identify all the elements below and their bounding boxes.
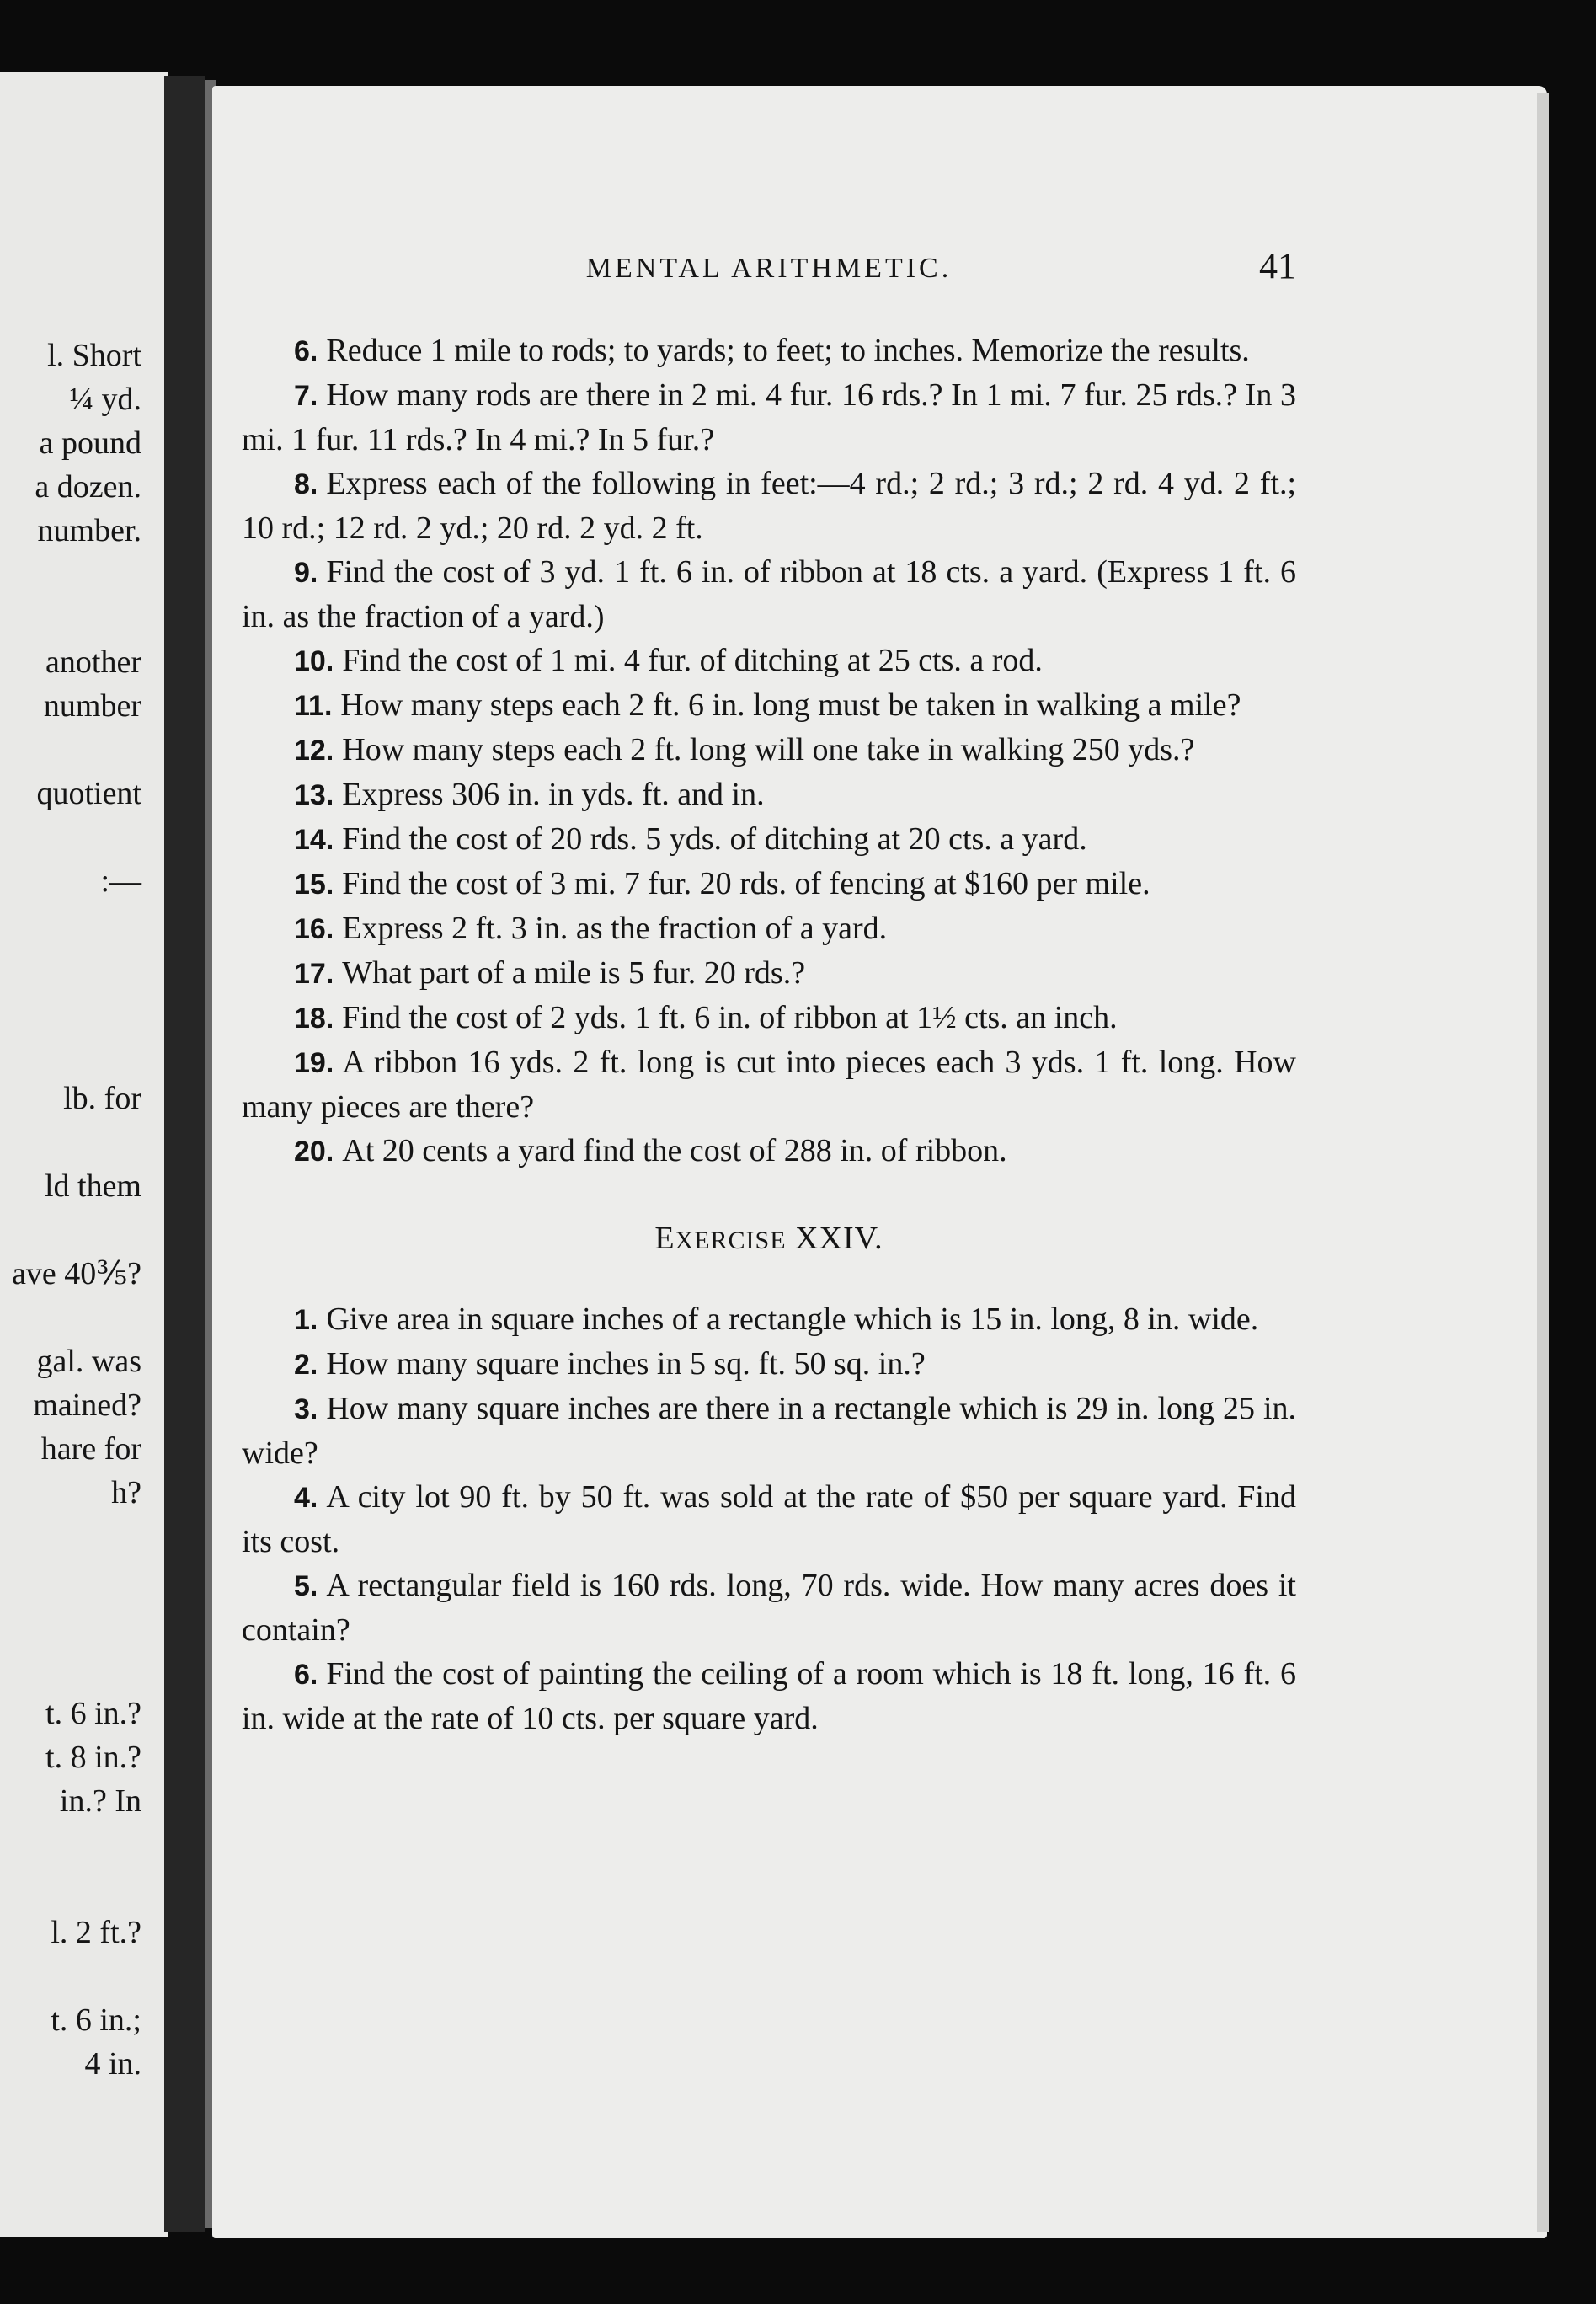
question-number: 1. — [294, 1304, 318, 1336]
question-text: Reduce 1 mile to rods; to yards; to feet; to inches. Memorize the results. — [326, 333, 1250, 368]
left-page-text: t. 6 in.? — [45, 1696, 141, 1731]
left-page-text: ld them — [44, 1168, 141, 1204]
left-page-text: another — [45, 644, 141, 680]
question-text: How many square inches are there in a rectangle which is 29 in. long 25 in. wide? — [242, 1391, 1296, 1471]
left-page-text: t. 6 in.; — [51, 2002, 141, 2038]
question-text: A city lot 90 ft. by 50 ft. was sold at the rate of $50 per square yard. Find its cost. — [242, 1479, 1296, 1559]
left-page-text: quotient — [36, 776, 141, 811]
question-text: Find the cost of 20 rds. 5 yds. of ditching at 20 cts. a yard. — [342, 821, 1087, 857]
left-page-text: a pound — [39, 425, 141, 461]
question-text: What part of a mile is 5 fur. 20 rds.? — [342, 955, 806, 991]
left-page-text: ¼ yd. — [69, 382, 141, 417]
question-text: Express 2 ft. 3 in. as the fraction of a yard. — [342, 911, 888, 946]
question-text: How many square inches in 5 sq. ft. 50 sq. in.? — [326, 1346, 926, 1382]
left-page-text: t. 8 in.? — [45, 1740, 141, 1775]
left-page-text: mained? — [33, 1387, 141, 1423]
question-text: How many steps each 2 ft. long will one take in walking 250 yds.? — [342, 732, 1195, 767]
question-item — [242, 550, 1296, 639]
question-item — [242, 683, 1296, 728]
question-number: 9. — [294, 557, 318, 589]
question-text: Give area in square inches of a rectangle which is 15 in. long, 8 in. wide. — [326, 1302, 1259, 1337]
left-page-text: in.? In — [59, 1783, 141, 1819]
question-number: 20. — [294, 1136, 334, 1168]
page-number: 41 — [1259, 245, 1296, 286]
question-number: 8. — [294, 468, 318, 500]
question-item — [242, 996, 1296, 1040]
question-number: 11. — [294, 690, 333, 722]
question-text: Find the cost of painting the ceiling of a room which is 18 ft. long, 16 ft. 6 in. wide at the rate of 10 cts. per square yard. — [242, 1656, 1296, 1736]
page-body — [242, 244, 1296, 1740]
question-item — [242, 329, 1296, 373]
question-number: 3. — [294, 1393, 318, 1425]
question-number: 2. — [294, 1349, 318, 1381]
question-number: 6. — [294, 335, 318, 367]
running-title: MENTAL ARITHMETIC. — [585, 253, 953, 284]
question-text: Find the cost of 2 yds. 1 ft. 6 in. of ribbon at 1½ cts. an inch. — [342, 1000, 1118, 1035]
question-number: 15. — [294, 869, 334, 901]
exercise-heading — [242, 1220, 1296, 1257]
question-item — [242, 772, 1296, 817]
left-page-text: :— — [100, 863, 141, 899]
question-text: Express each of the following in feet:—4 rd.; 2 rd.; 3 rd.; 2 rd. 4 yd. 2 ft.; 10 rd.; 12 rd. 2 yd.; 20 rd. 2 yd. 2 ft. — [242, 466, 1296, 546]
question-item — [242, 817, 1296, 862]
question-number: 6. — [294, 1659, 318, 1691]
left-page-text: lb. for — [63, 1081, 141, 1116]
question-number: 5. — [294, 1570, 318, 1602]
question-number: 17. — [294, 958, 334, 990]
exercise-numeral: XXIV. — [795, 1221, 883, 1256]
question-item — [242, 1652, 1296, 1740]
question-text: At 20 cents a yard find the cost of 288 in. of ribbon. — [342, 1133, 1007, 1168]
page-header — [242, 244, 1296, 297]
question-text: A ribbon 16 yds. 2 ft. long is cut into pieces each 3 yds. 1 ft. long. How many pieces are there? — [242, 1045, 1296, 1125]
left-page-text: hare for — [40, 1431, 141, 1467]
question-item — [242, 1564, 1296, 1652]
left-page-text: l. Short — [47, 338, 141, 373]
question-number: 12. — [294, 735, 334, 767]
page-edge — [1537, 93, 1549, 2232]
question-item — [242, 373, 1296, 462]
question-item — [242, 1040, 1296, 1129]
question-item — [242, 1475, 1296, 1564]
left-page-text: gal. was — [36, 1344, 141, 1379]
question-number: 10. — [294, 645, 334, 677]
left-page-text: l. 2 ft.? — [51, 1915, 141, 1950]
question-text: Find the cost of 3 yd. 1 ft. 6 in. of ribbon at 18 cts. a yard. (Express 1 ft. 6 in. as the fraction of a yard.) — [242, 554, 1296, 634]
exercise-word: EXERCISE — [654, 1221, 787, 1256]
question-list — [242, 1297, 1296, 1740]
left-page-fragment — [0, 72, 168, 2237]
question-item — [242, 1297, 1296, 1342]
left-page-text: number — [43, 688, 141, 724]
question-number: 14. — [294, 824, 334, 856]
question-number: 7. — [294, 380, 318, 412]
question-text: Find the cost of 1 mi. 4 fur. of ditching at 25 cts. a rod. — [342, 643, 1043, 678]
left-page-text: 4 in. — [84, 2046, 141, 2082]
question-number: 18. — [294, 1002, 334, 1034]
left-page-text: number. — [37, 513, 141, 548]
question-text: Express 306 in. in yds. ft. and in. — [342, 777, 765, 812]
question-text: A rectangular field is 160 rds. long, 70 rds. wide. How many acres does it contain? — [242, 1568, 1296, 1648]
question-list — [242, 329, 1296, 1173]
left-page-text: h? — [111, 1475, 141, 1510]
question-item — [242, 728, 1296, 772]
question-item — [242, 462, 1296, 550]
question-number: 13. — [294, 779, 334, 811]
question-number: 19. — [294, 1047, 334, 1079]
question-number: 4. — [294, 1482, 318, 1514]
question-number: 16. — [294, 913, 334, 945]
question-item — [242, 1387, 1296, 1475]
question-item — [242, 906, 1296, 951]
question-text: Find the cost of 3 mi. 7 fur. 20 rds. of fencing at $160 per mile. — [342, 866, 1150, 901]
book-gutter — [164, 76, 205, 2232]
question-text: How many rods are there in 2 mi. 4 fur. 16 rds.? In 1 mi. 7 fur. 25 rds.? In 3 mi. 1 fur. 11 rds.? In 4 mi.? In 5 fur.? — [242, 377, 1296, 457]
question-item — [242, 1342, 1296, 1387]
left-page-text: ave 40⅗? — [12, 1256, 141, 1291]
question-item — [242, 639, 1296, 683]
question-text: How many steps each 2 ft. 6 in. long must be taken in walking a mile? — [340, 687, 1241, 723]
question-item — [242, 862, 1296, 906]
question-item — [242, 1129, 1296, 1173]
question-item — [242, 951, 1296, 996]
left-page-text: a dozen. — [35, 469, 141, 505]
